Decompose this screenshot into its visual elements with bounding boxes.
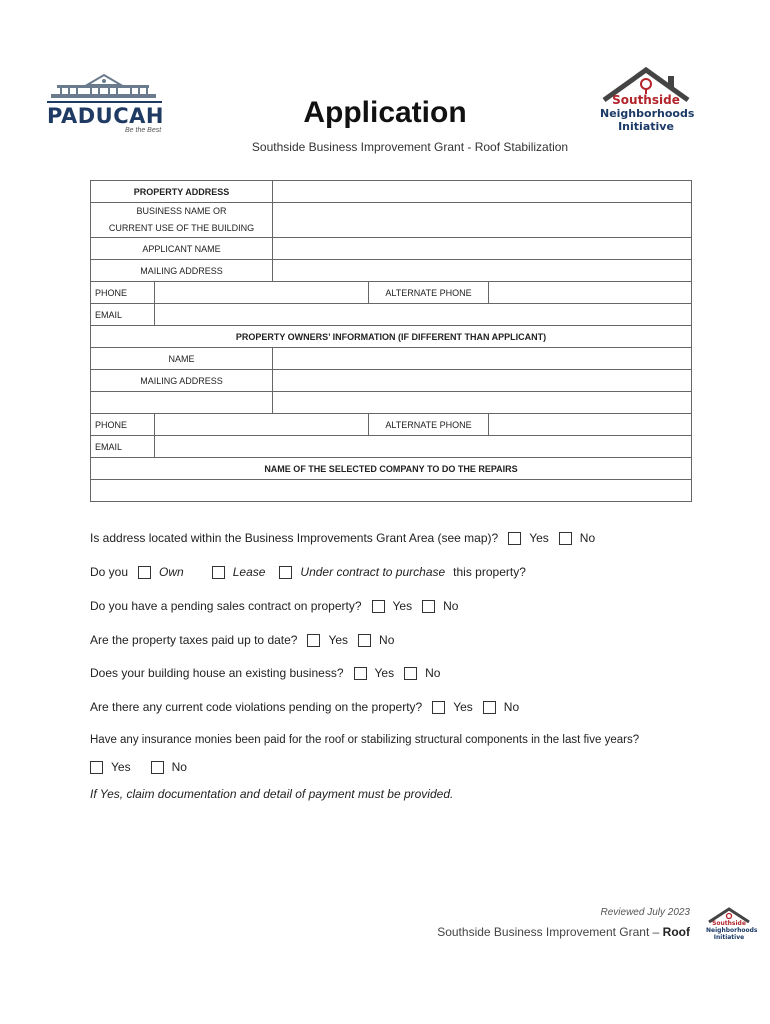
owners-info-heading: PROPERTY OWNERS’ INFORMATION (IF DIFFERENT THAN APPLICANT): [91, 326, 692, 348]
page-title: Application: [303, 96, 467, 129]
question-ownership-suffix: this property?: [453, 565, 526, 579]
owner-email-field[interactable]: [155, 436, 692, 458]
footer-grant-word: Roof: [662, 925, 690, 939]
sni-logo: [600, 66, 695, 144]
alternate-phone-label: ALTERNATE PHONE: [369, 282, 489, 304]
table-row: [91, 436, 692, 458]
own-label: Own: [159, 565, 184, 579]
taxes-no-checkbox[interactable]: [358, 634, 371, 647]
own-checkbox[interactable]: [138, 566, 151, 579]
owner-mailing-address-field-2[interactable]: [273, 392, 692, 414]
sni-footer-logo-line-1: Southside: [712, 920, 746, 927]
sales-contract-no-checkbox[interactable]: [422, 600, 435, 613]
table-row: [91, 282, 692, 304]
page-subtitle: Southside Business Improvement Grant - Roof Stabilization: [251, 140, 569, 154]
question-taxes: [90, 633, 394, 647]
mailing-address-field[interactable]: [273, 260, 692, 282]
owner-mailing-address-field[interactable]: [273, 370, 692, 392]
taxes-yes-checkbox[interactable]: [307, 634, 320, 647]
lease-label: Lease: [232, 565, 266, 579]
no-label: No: [503, 700, 520, 714]
table-row: [91, 304, 692, 326]
question-ownership: [90, 565, 526, 579]
table-row: [91, 181, 692, 203]
yes-label: Yes: [529, 531, 549, 545]
question-code-violations: [90, 700, 519, 714]
under-contract-label: Under contract to purchase: [300, 565, 446, 579]
question-sales-contract: [90, 599, 458, 613]
question-grant-area: [90, 531, 595, 545]
sni-logo-line-3: Initiative: [618, 120, 674, 133]
no-label: No: [443, 599, 459, 613]
owner-mailing-address-label: MAILING ADDRESS: [91, 370, 273, 392]
yes-label: Yes: [374, 666, 395, 680]
reviewed-date: Reviewed July 2023: [600, 907, 690, 918]
table-row: [91, 458, 692, 480]
footer-grant-text: Southside Business Improvement Grant –: [437, 925, 660, 939]
no-label: No: [425, 666, 441, 680]
owner-alternate-phone-label: ALTERNATE PHONE: [369, 414, 489, 436]
sni-logo-line-1: Southside: [612, 93, 680, 107]
table-row: [91, 414, 692, 436]
paducah-tagline: Be the Best: [125, 127, 162, 134]
yes-label: Yes: [111, 760, 131, 774]
table-row: [91, 370, 692, 392]
alternate-phone-field[interactable]: [489, 282, 692, 304]
sni-footer-logo: [706, 906, 758, 948]
question-taxes-text: Are the property taxes paid up to date?: [90, 633, 298, 647]
question-insurance-answers: [90, 760, 187, 774]
insurance-note: If Yes, claim documentation and detail of payment must be provided.: [90, 787, 454, 801]
yes-label: Yes: [328, 633, 349, 647]
phone-label: PHONE: [91, 282, 155, 304]
paducah-logo-text: PADUCAH: [47, 104, 164, 128]
application-form-table: [90, 180, 692, 502]
question-code-violations-text: Are there any current code violations pending on the property?: [90, 700, 423, 714]
property-address-label: PROPERTY ADDRESS: [91, 181, 273, 203]
company-heading: NAME OF THE SELECTED COMPANY TO DO THE REPAIRS: [91, 458, 692, 480]
no-label: No: [379, 633, 395, 647]
question-existing-business: [90, 666, 440, 680]
sni-footer-logo-line-3: Initiative: [713, 934, 745, 941]
footer-grant-name: [437, 925, 690, 939]
question-existing-business-text: Does your building house an existing business?: [90, 666, 344, 680]
table-row: [91, 203, 692, 238]
owner-name-label: NAME: [91, 348, 273, 370]
under-contract-checkbox[interactable]: [279, 566, 292, 579]
owner-mailing-address-extra-label: [91, 392, 273, 414]
grant-area-yes-checkbox[interactable]: [508, 532, 521, 545]
applicant-name-field[interactable]: [273, 238, 692, 260]
table-row: [91, 326, 692, 348]
company-name-field[interactable]: [91, 480, 692, 502]
existing-business-no-checkbox[interactable]: [404, 667, 417, 680]
owner-email-label: EMAIL: [91, 436, 155, 458]
table-row: [91, 238, 692, 260]
insurance-yes-checkbox[interactable]: [90, 761, 103, 774]
applicant-name-label: APPLICANT NAME: [91, 238, 273, 260]
question-insurance: [90, 734, 639, 746]
question-ownership-text: Do you: [90, 565, 129, 579]
insurance-no-checkbox[interactable]: [151, 761, 164, 774]
question-sales-contract-text: Do you have a pending sales contract on property?: [90, 599, 362, 613]
lease-checkbox[interactable]: [212, 566, 225, 579]
business-name-label-line-1: BUSINESS NAME OR: [136, 206, 227, 216]
sni-footer-logo-line-2: Neighborhoods: [706, 927, 758, 934]
grant-area-no-checkbox[interactable]: [559, 532, 572, 545]
table-row: [91, 392, 692, 414]
yes-label: Yes: [453, 700, 473, 714]
owner-phone-field[interactable]: [155, 414, 369, 436]
question-insurance-text: Have any insurance monies been paid for the roof or stabilizing structural components in the last five years?: [90, 734, 640, 746]
code-violations-no-checkbox[interactable]: [483, 701, 496, 714]
yes-label: Yes: [392, 599, 413, 613]
mailing-address-label: MAILING ADDRESS: [91, 260, 273, 282]
owner-name-field[interactable]: [273, 348, 692, 370]
property-address-field[interactable]: [273, 181, 692, 203]
owner-phone-label: PHONE: [91, 414, 155, 436]
business-name-label: [91, 203, 273, 238]
email-label: EMAIL: [91, 304, 155, 326]
question-grant-area-text: Is address located within the Business Improvements Grant Area (see map)?: [90, 531, 499, 545]
table-row: [91, 260, 692, 282]
business-name-field[interactable]: [273, 203, 692, 238]
phone-field[interactable]: [155, 282, 369, 304]
email-field[interactable]: [155, 304, 692, 326]
no-label: No: [171, 760, 187, 774]
owner-alternate-phone-field[interactable]: [489, 414, 692, 436]
sales-contract-yes-checkbox[interactable]: [372, 600, 385, 613]
table-row: [91, 348, 692, 370]
business-name-label-line-2: CURRENT USE OF THE BUILDING: [108, 223, 255, 233]
sni-logo-line-2: Neighborhoods: [600, 107, 695, 120]
existing-business-yes-checkbox[interactable]: [354, 667, 367, 680]
table-row: [91, 480, 692, 502]
code-violations-yes-checkbox[interactable]: [432, 701, 445, 714]
no-label: No: [579, 531, 596, 545]
